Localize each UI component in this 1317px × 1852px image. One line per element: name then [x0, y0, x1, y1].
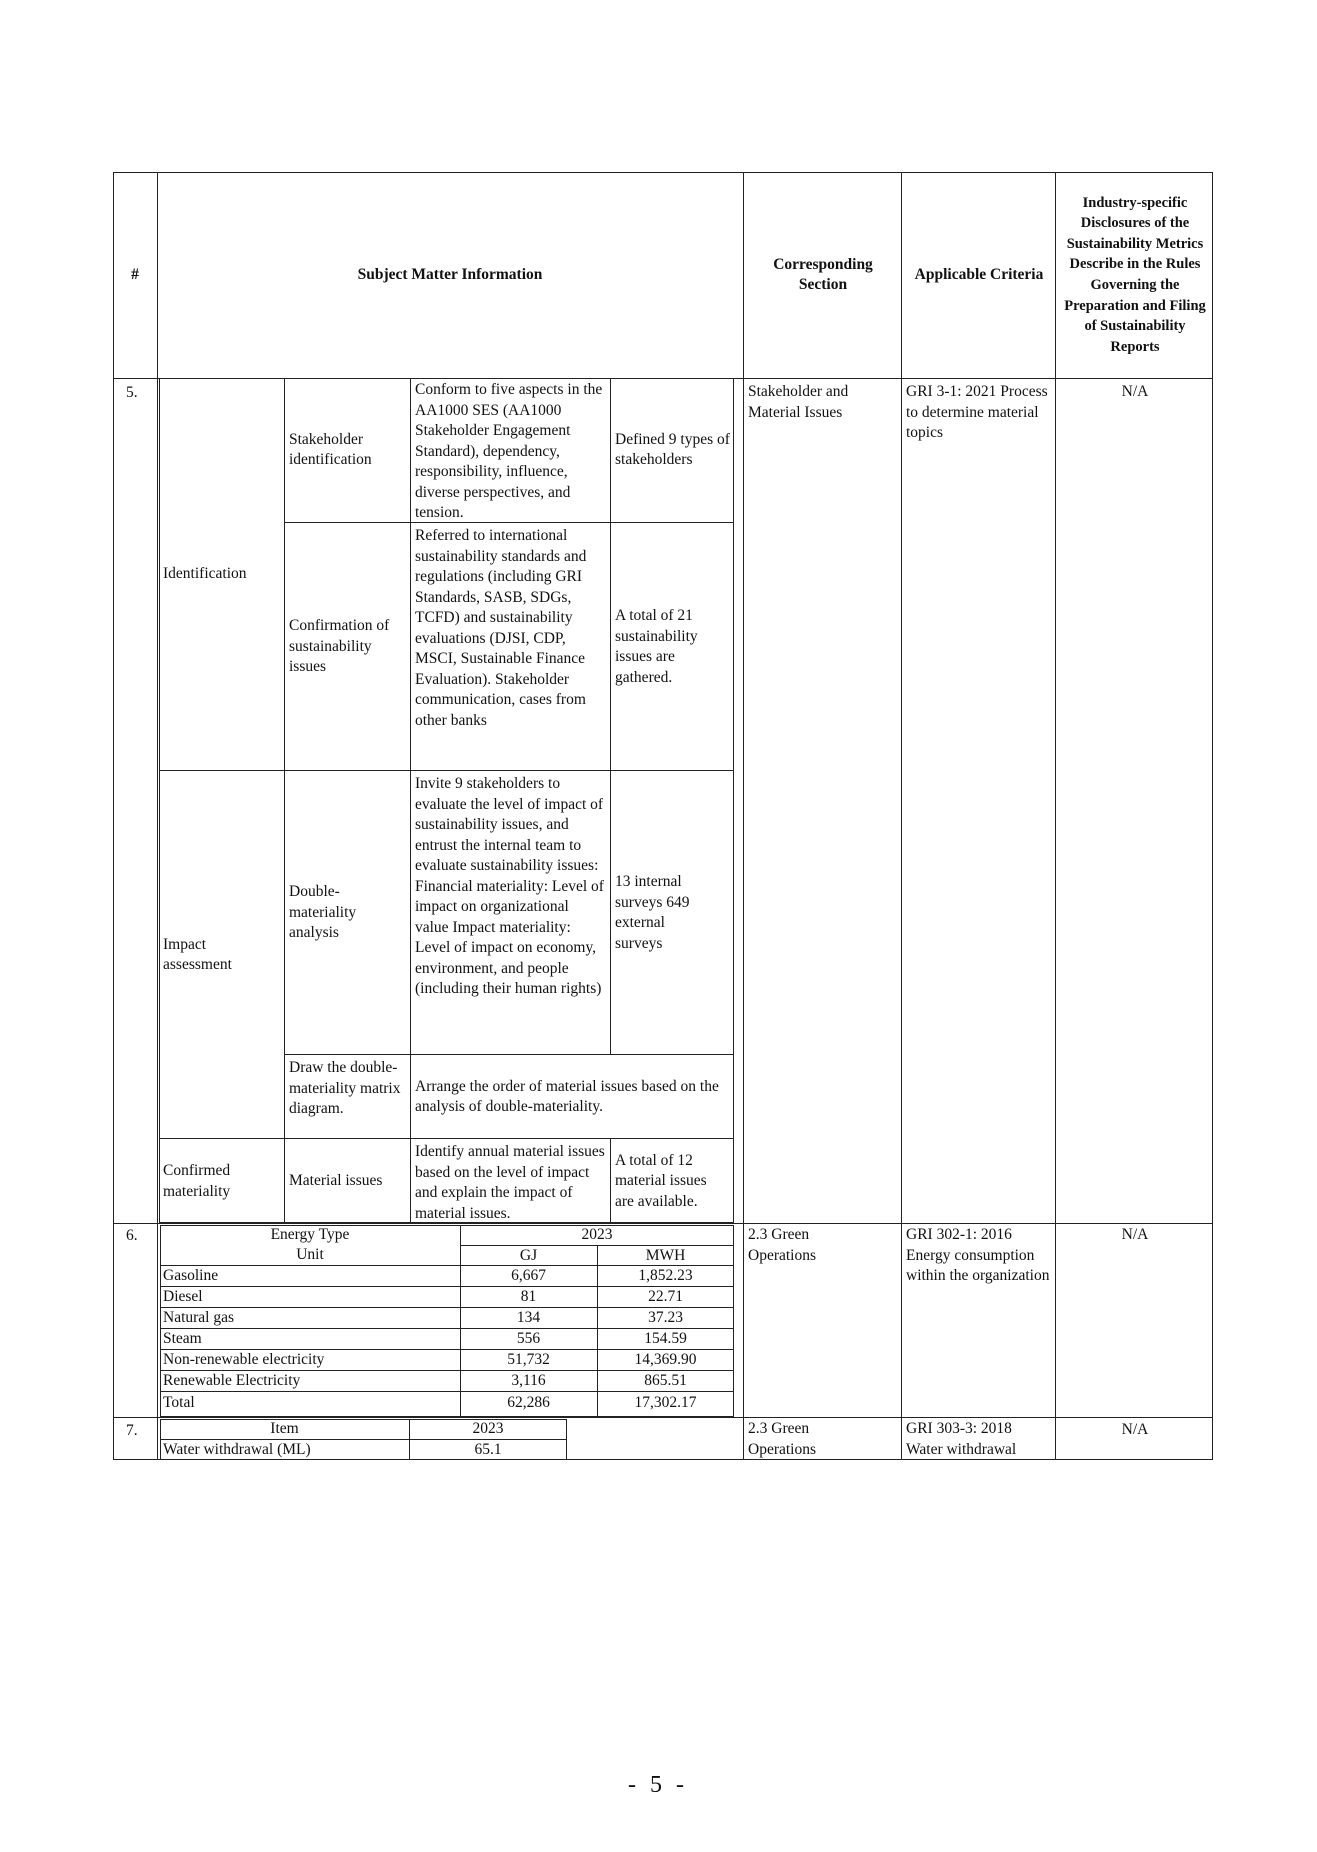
energy-row-gj: 81 — [520, 1288, 537, 1305]
water-value: 65.1 — [474, 1441, 502, 1458]
res-stakeholder: Defined 9 types of stakeholders — [615, 430, 730, 468]
sub-confirmation: Confirmation of sustainability issues — [289, 617, 390, 676]
row5-section: Stakeholder and Material Issues — [748, 383, 849, 421]
energy-row-gj: 134 — [516, 1309, 541, 1326]
energy-row-type: Gasoline — [163, 1267, 219, 1284]
cat-impact: Impact assessment — [163, 935, 232, 973]
energy-row-type: Renewable Electricity — [163, 1372, 301, 1389]
energy-row-mwh: 37.23 — [648, 1309, 683, 1326]
energy-row-type: Natural gas — [163, 1309, 235, 1326]
row6-criteria: GRI 302-1: 2016 Energy consumption within the organization — [906, 1226, 1050, 1284]
energy-row-gj: 3,116 — [511, 1372, 546, 1389]
row6-industry: N/A — [1121, 1226, 1149, 1243]
water-year: 2023 — [472, 1420, 504, 1437]
water-label: Water withdrawal (ML) — [163, 1441, 311, 1458]
res-material: A total of 12 material issues are available. — [615, 1151, 707, 1210]
energy-row-gj: 6,667 — [511, 1267, 546, 1284]
desc-material: Identify annual material issues based on the level of impact and explain the impact of material issues. — [415, 1143, 605, 1222]
row6-section: 2.3 Green Operations — [748, 1226, 817, 1264]
sub-stakeholder: Stakeholder identification — [289, 430, 372, 468]
energy-row-mwh: 154.59 — [644, 1330, 687, 1347]
sub-double: Double-materiality analysis — [289, 883, 357, 942]
row5-criteria: GRI 3-1: 2021 Process to determine material topics — [906, 383, 1048, 441]
energy-type-label: Energy Type — [270, 1226, 350, 1243]
desc-confirmation: Referred to international sustainability standards and regulations (including GRI Standards, SASB, SDGs, TCFD) and sustainability evaluations (DJSI, CDP, MSCI, Sustainable Finance Evaluation). Stakeholder communication, cases from other banks — [415, 527, 587, 729]
header-num: # — [131, 265, 139, 283]
energy-row-type: Diesel — [163, 1288, 203, 1305]
energy-row-gj: 556 — [516, 1330, 541, 1347]
header-criteria: Applicable Criteria — [914, 265, 1044, 283]
energy-row-mwh: 14,369.90 — [634, 1351, 697, 1368]
energy-row-mwh: 865.51 — [644, 1372, 687, 1389]
header-industry: Industry-specific Disclosures of the Sustainability Metrics Describe in the Rules Governing the Preparation and Filing of Sustainability Reports — [1064, 194, 1206, 355]
energy-row-mwh: 1,852.23 — [638, 1267, 693, 1284]
row7-industry: N/A — [1121, 1421, 1149, 1438]
row5-num: 5. — [126, 384, 138, 401]
sub-material: Material issues — [289, 1172, 383, 1190]
header-section: Corresponding Section — [773, 255, 873, 293]
energy-row-gj: 51,732 — [507, 1351, 550, 1368]
sub-draw: Draw the double-materiality matrix diagram. — [289, 1059, 401, 1117]
desc-double: Invite 9 stakeholders to evaluate the level of impact of sustainability issues, and entrust the internal team to evaluate sustainability issues: Financial materiality: Level of impact on organizational value Impact materiality: Level of impact on economy, environment, and people (including their human rights) — [415, 775, 604, 997]
energy-row-mwh: 22.71 — [648, 1288, 683, 1305]
energy-row-gj: 62,286 — [507, 1394, 550, 1411]
row5-industry: N/A — [1121, 383, 1149, 400]
energy-row-type: Steam — [163, 1330, 202, 1347]
energy-row-type: Non-renewable electricity — [163, 1351, 325, 1368]
res-confirmation: A total of 21 sustainability issues are gathered. — [615, 607, 698, 686]
energy-row-mwh: 17,302.17 — [634, 1394, 697, 1411]
cat-identification: Identification — [163, 564, 247, 582]
row6-num: 6. — [126, 1227, 138, 1244]
desc-stakeholder: Conform to five aspects in the AA1000 SES (AA1000 Stakeholder Engagement Standard), dependency, responsibility, influence, diverse perspectives, and tension. — [415, 381, 603, 521]
header-subject: Subject Matter Information — [357, 265, 543, 283]
unit-mwh: MWH — [645, 1247, 686, 1264]
page-number: - 5 - — [628, 1772, 688, 1798]
row7-num: 7. — [126, 1422, 138, 1439]
unit-gj: GJ — [519, 1247, 538, 1264]
unit-label: Unit — [296, 1246, 324, 1263]
cat-confirmed: Confirmed materiality — [163, 1162, 231, 1200]
water-item-label: Item — [270, 1420, 299, 1437]
energy-year: 2023 — [581, 1226, 613, 1243]
desc-draw: Arrange the order of material issues based on the analysis of double-materiality. — [415, 1077, 719, 1115]
res-double: 13 internal surveys 649 external surveys — [615, 873, 690, 952]
energy-row-type: Total — [163, 1394, 195, 1411]
row7-criteria: GRI 303-3: 2018 Water withdrawal — [906, 1420, 1017, 1458]
row7-section: 2.3 Green Operations — [748, 1420, 817, 1458]
